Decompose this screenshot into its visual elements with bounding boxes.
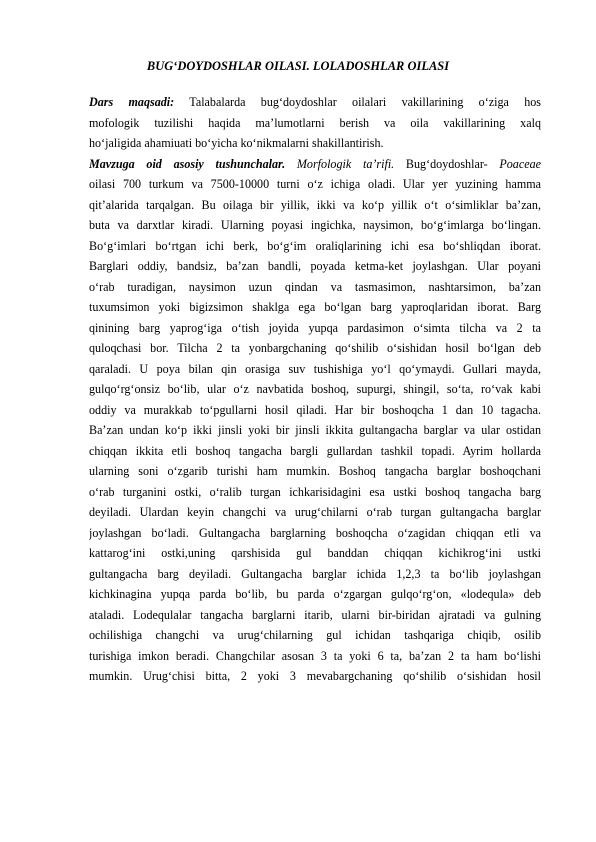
concepts-text-line: Ba’zan undan ko‘p ikki jinsli yoki bir jinsli ikkita gultangacha barglar va ular ostidan xyxy=(89,423,541,437)
goal-line-1 xyxy=(89,92,541,113)
concepts-text-line: oddiy va murakkab to‘pgullarni hosil qiladi. Har bir boshoqcha 1 dan 10 tagacha. xyxy=(89,402,541,417)
family-name: Bug‘doydoshlar- xyxy=(405,156,488,171)
concepts-text-line: kichkinagina yupqa parda bo‘lib, bu parda o‘zgargan gulqo‘rg‘on, «lodequla» deb xyxy=(89,587,541,601)
lesson-goal-paragraph xyxy=(89,92,541,154)
morphology-label: Morfologik ta’rifi. xyxy=(296,156,395,171)
concepts-text-line: ataladi. Lodequlalar tangacha barglarni itarib, ularni bir-biridan ajratadi va gulning xyxy=(89,607,541,622)
concepts-text-line: joylashgan bo‘ladi. Gultangacha barglarning boshoqcha o‘zagidan chiqqan etli va xyxy=(89,525,541,540)
latin-family-name: Poaceae xyxy=(499,156,541,171)
concepts-text-line: kattarog‘ini ostki,uning qarshisida gul banddan chiqqan kichikrog‘ini ustki xyxy=(89,546,541,560)
concepts-text-line: o‘rab turadigan, naysimon uzun qindan va tasmasimon, nashtarsimon, ba’zan xyxy=(89,279,541,294)
concepts-text-line: qinining barg yaprog‘iga o‘tish joyida yupqa pardasimon o‘simta tilcha va 2 ta xyxy=(89,320,541,335)
concepts-text-line: qaraladi. U poya bilan qin orasiga suv tushishiga yo‘l qo‘ymaydi. Gullari mayda, xyxy=(89,361,541,376)
concepts-text-line: Bo‘g‘imlari bo‘rtgan ichi berk, bo‘g‘im oraliqlarining ichi esa bo‘shliqdan iborat. xyxy=(89,238,541,253)
concepts-text-line: gulqo‘rg‘onsiz bo‘lib, ular o‘z navbatida boshoq, supurgi, shingil, so‘ta, ro‘vak kabi xyxy=(89,382,541,396)
concepts-text-line: quloqchasi bor. Tilcha 2 ta yonbargchaning qo‘shilib o‘sishidan hosil bo‘lgan deb xyxy=(89,341,541,355)
goal-text-line: Talabalarda bug‘doydoshlar oilalari vakillarining o‘ziga hos xyxy=(189,95,541,109)
concepts-line-1 xyxy=(89,154,541,175)
concepts-text-line: tuxumsimon yoki bigizsimon shaklga ega bo‘lgan barg yaproqlaridan iborat. Barg xyxy=(89,300,541,314)
concepts-text-line: chiqqan ikkita etli boshoq tangacha bargli gullardan tashkil topadi. Ayrim hollarda xyxy=(89,443,541,458)
document-body xyxy=(89,92,541,687)
concepts-label: Mavzuga oid asosiy tushunchalar. xyxy=(89,156,286,171)
concepts-text-line: gultangacha barg deyiladi. Gultangacha barglar ichida 1,2,3 ta bo‘lib joylashgan xyxy=(89,566,541,581)
concepts-text-line: o‘rab turganini ostki, o‘ralib turgan ichkarisidagini esa ustki boshoq tangacha barg xyxy=(89,484,541,499)
key-concepts-paragraph xyxy=(89,154,541,687)
document-title: BUG‘DOYDOSHLAR OILASI. LOLADOSHLAR OILASI xyxy=(146,59,450,73)
concepts-text-line: oilasi 700 turkum va 7500-10000 turni o‘z ichiga oladi. Ular yer yuzining hamma xyxy=(89,177,541,191)
goal-text-line: ho‘jaligida ahamiuati bo‘yicha ko‘nikmalarni shakillantirish. xyxy=(89,136,384,150)
concepts-text-line: turishiga imkon beradi. Changchilar asosan 3 ta yoki 6 ta, ba’zan 2 ta ham bo‘lishi xyxy=(89,648,541,663)
concepts-text-line: mumkin. Urug‘chisi bitta, 2 yoki 3 mevabargchaning qo‘shilib o‘sishidan hosil xyxy=(89,669,541,683)
goal-label: Dars maqsadi: xyxy=(89,95,175,109)
concepts-text-line: buta va darxtlar kiradi. Ularning poyasi ingichka, naysimon, bo‘g‘imlarga bo‘lingan. xyxy=(89,218,541,232)
concepts-text-line: deyiladi. Ulardan keyin changchi va urug‘chilarni o‘rab turgan gultangacha barglar xyxy=(89,505,541,519)
concepts-text-line: Barglari oddiy, bandsiz, ba’zan bandli, poyada ketma-ket joylashgan. Ular poyani xyxy=(89,259,541,273)
concepts-text-line: ochilishiga changchi va urug‘chilarning gul ichidan tashqariga chiqib, osilib xyxy=(89,628,541,642)
goal-text-line: mofologik tuzilishi haqida ma’lumotlarni berish va oila vakillarining xalq xyxy=(89,115,541,130)
concepts-text-line: qit’alarida tarqalgan. Bu oilaga bir yillik, ikki va ko‘p yillik o‘t o‘simliklar ba’zan, xyxy=(89,197,541,212)
concepts-text-line: ularning soni o‘zgarib turishi ham mumkin. Boshoq tangacha barglar boshoqchani xyxy=(89,464,541,478)
